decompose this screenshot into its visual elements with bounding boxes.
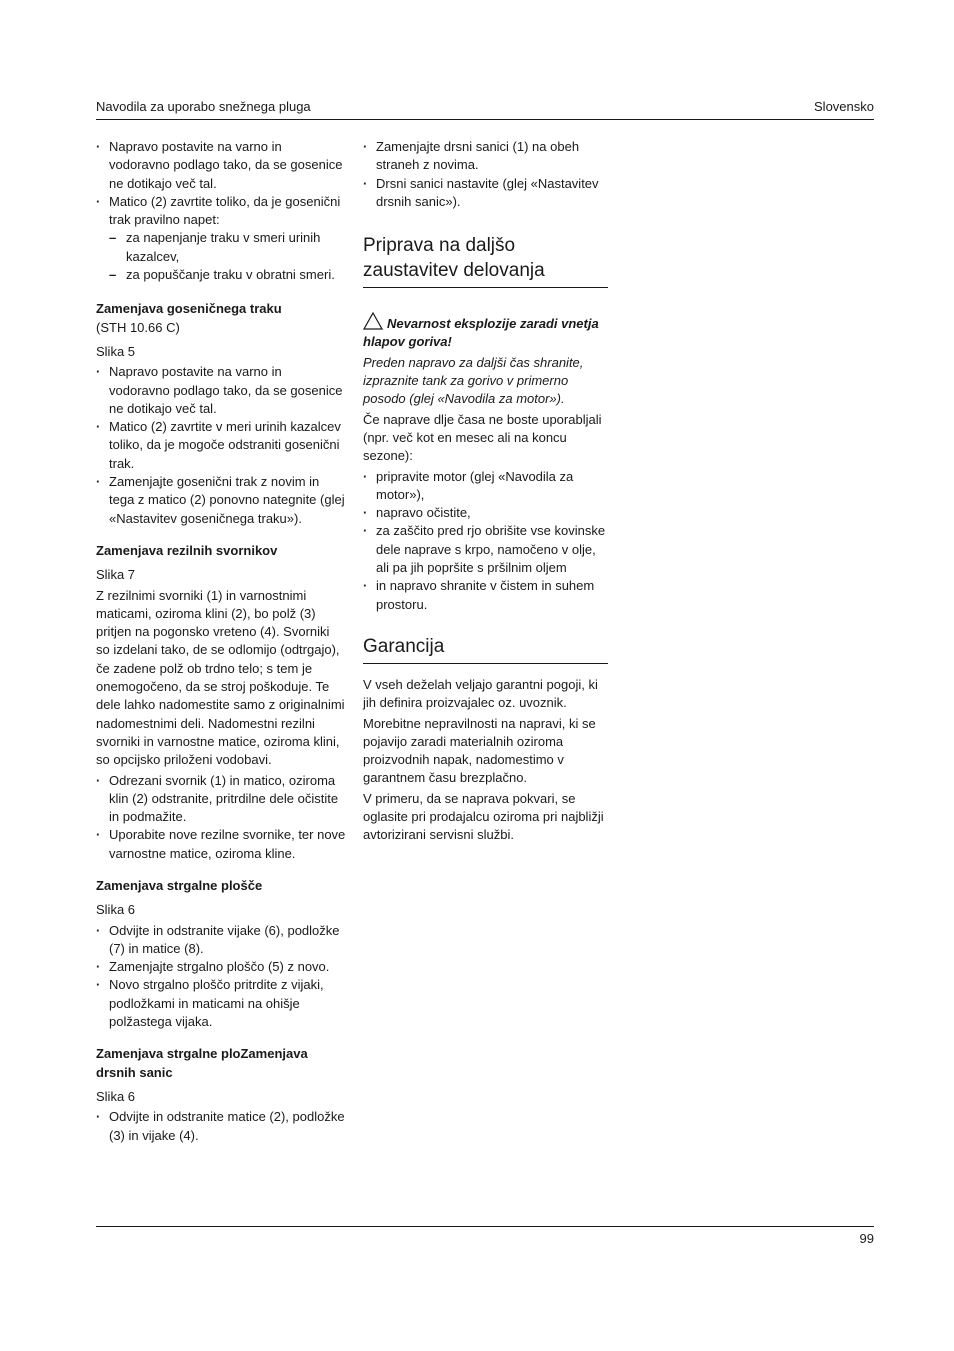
section-title-skids: Zamenjava strgalne ploZamenjava drsnih sanic [96, 1046, 308, 1080]
list-item: · Zamenjajte strgalno ploščo (5) z novo. [96, 958, 346, 976]
warning-title [363, 312, 608, 352]
header-title: Navodila za uporabo snežnega pluga [96, 99, 311, 114]
list-item: · Odrezani svornik (1) in matico, oziroma klin (2) odstranite, pritrdilne dele očistite in podmažite. [96, 772, 346, 827]
left-column [96, 138, 346, 1145]
figure-ref: Slika 6 [96, 902, 136, 918]
list-item: · Odvijte in odstranite matice (2), podložke (3) in vijake (4). [96, 1108, 346, 1145]
list-item: · Drsni sanici nastavite (glej «Nastavitev drsnih sanic»). [363, 175, 608, 212]
list-item: · Odvijte in odstranite vijake (6), podložke (7) in matice (8). [96, 922, 346, 959]
figure-ref: Slika 6 [96, 1088, 136, 1104]
warning-triangle-icon [363, 312, 383, 330]
storage-bullet-list [363, 468, 608, 614]
shear-bolts-bullet-list [96, 772, 346, 863]
list-item: · Napravo postavite na varno in vodoravno podlago tako, da se gosenice ne dotikajo več tal. [96, 363, 346, 418]
list-item: · Matico (2) zavrtite v meri urinih kazalcev toliko, da je mogoče odstraniti gosenični trak. [96, 418, 346, 473]
warning-title-text: Nevarnost eksplozije zaradi vnetja hlapov goriva! [363, 316, 599, 350]
storage-heading: Priprava na daljšo zaustavitev delovanja [363, 233, 608, 288]
list-item: · pripravite motor (glej «Navodila za motor»), [363, 468, 608, 505]
section-title-shear-bolts: Zamenjava rezilnih svornikov [96, 542, 278, 558]
right-column [363, 138, 608, 847]
list-item: – za napenjanje traku v smeri urinih kazalcev, [109, 229, 346, 266]
list-item: – za popuščanje traku v obratni smeri. [109, 266, 346, 284]
warranty-paragraph-2: Morebitne nepravilnosti na napravi, ki se pojavijo zaradi materialnih oziroma proizvodnih napak, nadomestimo v garantnem času brezplačno. [363, 715, 596, 786]
list-item: · Napravo postavite na varno in vodoravno podlago tako, da se gosenice ne dotikajo več tal. [96, 138, 346, 193]
figure-ref: Slika 7 [96, 567, 136, 583]
list-item: · za zaščito pred rjo obrišite vse kovinske dele naprave s krpo, namočeno v olje, ali pa jih popršite s pršilnim oljem [363, 522, 608, 577]
scraper-bullet-list [96, 922, 346, 1032]
page-number: 99 [859, 1231, 874, 1246]
warning-text: Preden napravo za daljši čas shranite, izpraznite tank za gorivo v primerno posodo (glej «Navodila za motor»). [363, 354, 584, 407]
list-item: · Novo strgalno ploščo pritrdite z vijaki, podložkami in maticami na ohišje polžastega vijaka. [96, 976, 346, 1031]
header-language: Slovensko [814, 99, 874, 114]
list-item: · napravo očistite, [363, 504, 608, 522]
warranty-heading: Garancija [363, 634, 608, 664]
section-subtitle-track: (STH 10.66 C) [96, 319, 180, 335]
list-item-text: Matico (2) zavrtite toliko, da je gosenični trak pravilno napet: [109, 193, 341, 228]
warranty-paragraph-1: V vseh deželah veljajo garantni pogoji, ki jih definira proizvajalec oz. uvoznik. [363, 676, 598, 711]
shear-bolts-paragraph: Z rezilnimi svorniki (1) in varnostnimi maticami, oziroma klini (2), bo polž (3) pritjen na pogonsko vreteno (4). Svorniki so izdelani tako, de se odlomijo (odtrgajo), če zadene polž ob trdno telo; s tem je onemogočeno, da se stroj poškoduje. Te dele lahko nadomestite samo z originalnimi nadomestnimi deli. Nadomestni rezilni svorniki in varnostne matice, oziroma klini, so opcijsko priloženi vodobavi. [96, 587, 345, 768]
footer-rule [96, 1226, 874, 1227]
track-bullet-list [96, 363, 346, 528]
list-item: · in napravo shranite v čistem in suhem prostoru. [363, 577, 608, 614]
list-item [96, 193, 346, 284]
list-item: · Uporabite nove rezilne svornike, ter nove varnostne matice, oziroma kline. [96, 826, 346, 863]
figure-ref: Slika 5 [96, 343, 136, 359]
intro-bullet-list [96, 138, 346, 284]
warranty-paragraph-3: V primeru, da se naprava pokvari, se oglasite pri prodajalcu oziroma pri najbližji avtorizirani servisni službi. [363, 790, 604, 843]
header-rule [96, 119, 874, 120]
dash-list [109, 229, 346, 284]
storage-paragraph: Če naprave dlje časa ne boste uporabljali (npr. več kot en mesec ali na koncu sezone): [363, 411, 602, 464]
skids-bullet-list [96, 1108, 346, 1145]
skids-continued-bullet-list [363, 138, 608, 211]
section-title-track: Zamenjava goseničnega traku [96, 301, 282, 317]
list-item: · Zamenjajte gosenični trak z novim in tega z matico (2) ponovno nategnite (glej «Nastavitev goseničnega traku»). [96, 473, 346, 528]
list-item: · Zamenjajte drsni sanici (1) na obeh straneh z novima. [363, 138, 608, 175]
section-title-scraper: Zamenjava strgalne plošče [96, 877, 263, 893]
